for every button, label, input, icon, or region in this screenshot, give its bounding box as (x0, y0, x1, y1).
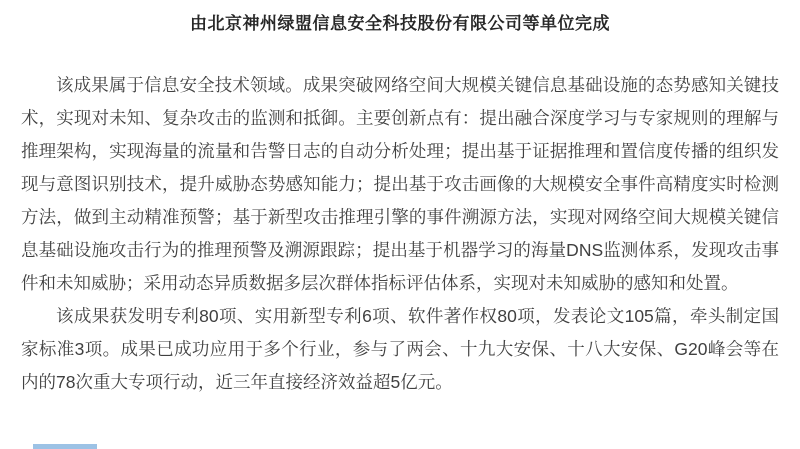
document-title: 由北京神州绿盟信息安全科技股份有限公司等单位完成 (190, 14, 610, 33)
partial-blue-element (33, 444, 97, 449)
document-body (21, 69, 779, 399)
paragraph-achievement-results: 该成果获发明专利80项、实用新型专利6项、软件著作权80项，发表论文105篇，牵头制定国家标准3项。成果已成功应用于多个行业，参与了两会、十九大安保、十八大安保、G20峰会等在内的78次重大专项行动，近三年直接经济效益超5亿元。 (21, 306, 779, 392)
paragraph-achievement-overview: 该成果属于信息安全技术领域。成果突破网络空间大规模关键信息基础设施的态势感知关键技术，实现对未知、复杂攻击的监测和抵御。主要创新点有：提出融合深度学习与专家规则的理解与推理架构，实现海量的流量和告警日志的自动分析处理；提出基于证据推理和置信度传播的组织发现与意图识别技术，提升威胁态势感知能力；提出基于攻击画像的大规模安全事件高精度实时检测方法，做到主动精准预警；基于新型攻击推理引擎的事件溯源方法，实现对网络空间大规模关键信息基础设施攻击行为的推理预警及溯源跟踪；提出基于机器学习的海量DNS监测体系，发现攻击事件和未知威胁；采用动态异质数据多层次群体指标评估体系，实现对未知威胁的感知和处置。 (21, 75, 779, 293)
